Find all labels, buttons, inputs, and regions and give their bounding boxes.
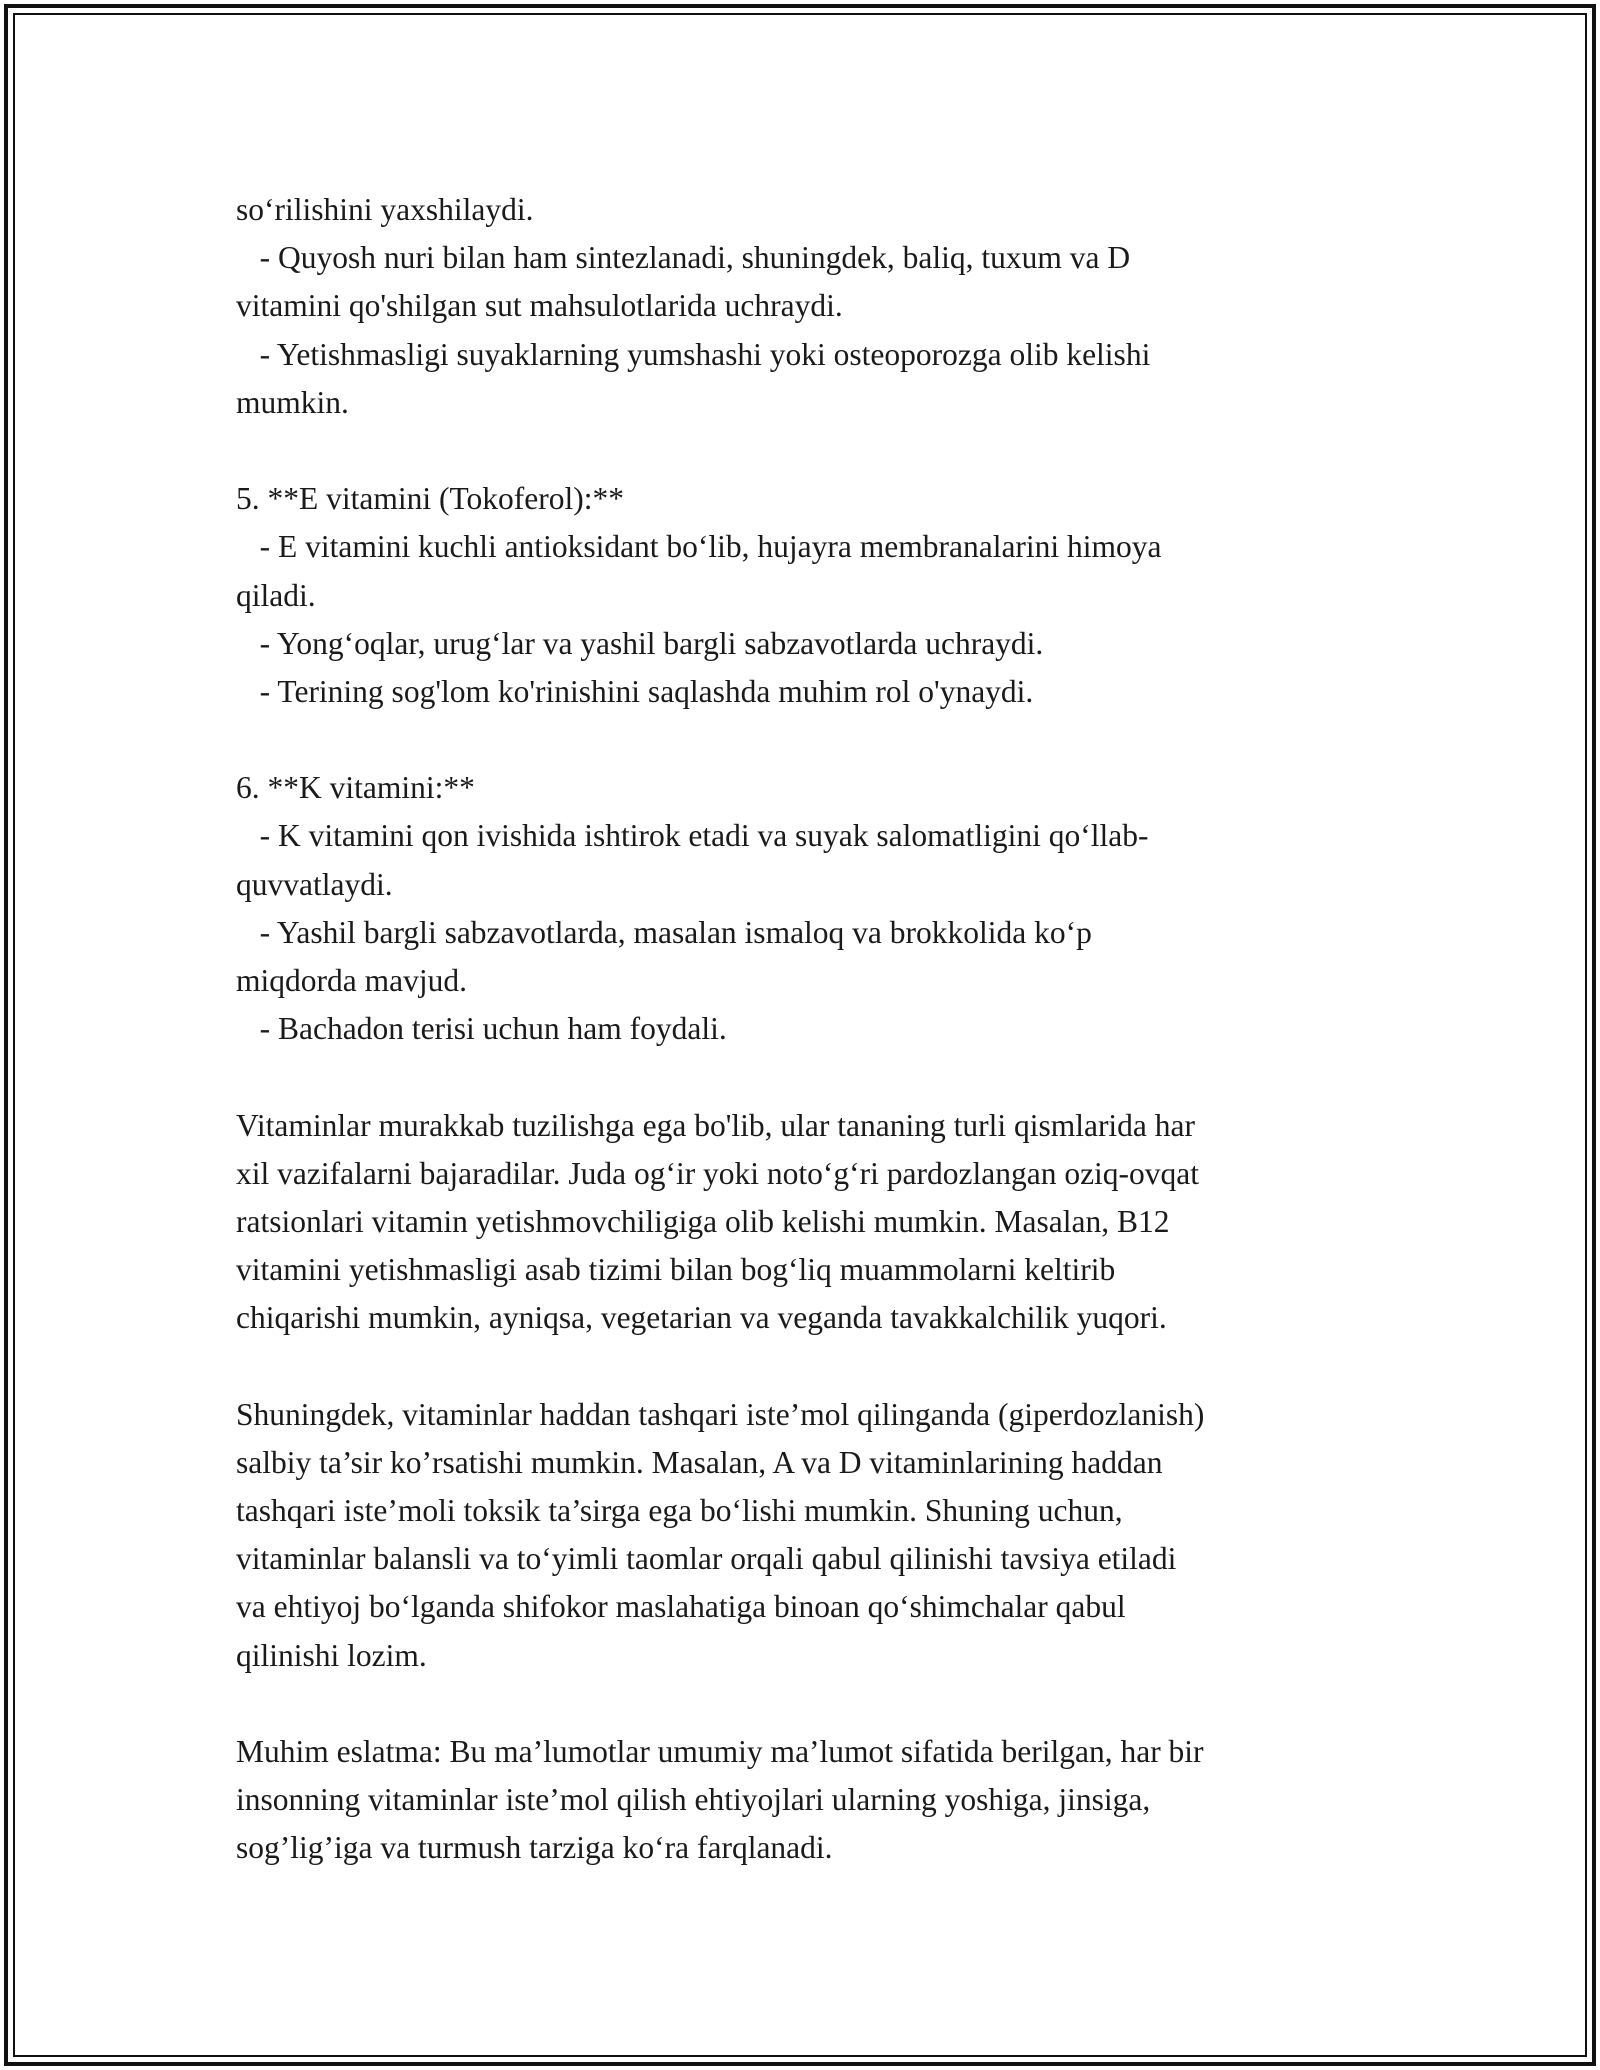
text-line: xil vazifalarni bajaradilar. Juda og‘ir yoki noto‘g‘ri pardozlangan oziq-ovqat	[236, 1155, 1200, 1191]
text-line: qiladi.	[236, 577, 316, 613]
intro-block	[236, 186, 1376, 427]
text-line: Shuningdek, vitaminlar haddan tashqari iste’mol qilinganda (giperdozlanish)	[236, 1396, 1205, 1432]
paragraph-overdose	[236, 1391, 1376, 1680]
text-line: mumkin.	[236, 384, 349, 420]
text-line: sog’lig’iga va turmush tarziga ko‘ra farqlanadi.	[236, 1830, 833, 1866]
text-line: tashqari iste’moli toksik ta’sirga ega bo‘lishi mumkin. Shuning uchun,	[236, 1493, 1123, 1529]
text-line: chiqarishi mumkin, ayniqsa, vegetarian va veganda tavakkalchilik yuqori.	[236, 1300, 1167, 1336]
text-line: vitaminlar balansli va to‘yimli taomlar orqali qabul qilinishi tavsiya etiladi	[236, 1541, 1177, 1577]
section-heading: 6. **K vitamini:**	[236, 770, 475, 806]
text-line: insonning vitaminlar iste’mol qilish ehtiyojlari ularning yoshiga, jinsiga,	[236, 1782, 1151, 1818]
text-line: - Yetishmasligi suyaklarning yumshashi yoki osteoporozga olib kelishi	[236, 336, 1151, 372]
text-line: - Bachadon terisi uchun ham foydali.	[236, 1011, 727, 1047]
blank-line	[236, 427, 1376, 475]
blank-line	[236, 1343, 1376, 1391]
text-line: Muhim eslatma: Bu ma’lumotlar umumiy ma’lumot sifatida berilgan, har bir	[236, 1734, 1204, 1769]
text-line: quvvatlaydi.	[236, 866, 393, 902]
text-line: vitamini yetishmasligi asab tizimi bilan bog‘liq muammolarni keltirib	[236, 1252, 1116, 1288]
text-line: miqdorda mavjud.	[236, 963, 467, 998]
document-body	[236, 186, 1376, 1873]
blank-line	[236, 716, 1376, 764]
text-line: - Terining sog'lom ko'rinishini saqlashda muhim rol o'ynaydi.	[236, 673, 1034, 709]
paragraph-note	[236, 1728, 1376, 1873]
section-e-vitamin	[236, 475, 1376, 716]
text-line: - K vitamini qon ivishida ishtirok etadi va suyak salomatligini qo‘llab-	[236, 818, 1149, 854]
text-line: salbiy ta’sir ko’rsatishi mumkin. Masalan, A va D vitaminlarining haddan	[236, 1444, 1163, 1480]
section-heading: 5. **E vitamini (Tokoferol):**	[236, 481, 624, 517]
text-line: - Yashil bargli sabzavotlarda, masalan ismaloq va brokkolida ko‘p	[236, 914, 1092, 950]
blank-line	[236, 1680, 1376, 1728]
paragraph-structure	[236, 1102, 1376, 1343]
text-line: - Yong‘oqlar, urug‘lar va yashil bargli sabzavotlarda uchraydi.	[236, 625, 1044, 661]
text-line: va ehtiyoj bo‘lganda shifokor maslahatiga binoan qo‘shimchalar qabul	[236, 1589, 1126, 1625]
blank-line	[236, 1053, 1376, 1101]
text-line: vitamini qo'shilgan sut mahsulotlarida uchraydi.	[236, 288, 843, 324]
text-line: so‘rilishini yaxshilaydi.	[236, 192, 534, 227]
section-k-vitamin	[236, 764, 1376, 1053]
text-line: Vitaminlar murakkab tuzilishga ega bo'lib, ular tananing turli qismlarida har	[236, 1107, 1196, 1143]
text-line: qilinishi lozim.	[236, 1637, 427, 1673]
text-line: - E vitamini kuchli antioksidant bo‘lib, hujayra membranalarini himoya	[236, 529, 1162, 565]
text-line: - Quyosh nuri bilan ham sintezlanadi, shuningdek, baliq, tuxum va D	[236, 240, 1131, 276]
text-line: ratsionlari vitamin yetishmovchiligiga olib kelishi mumkin. Masalan, B12	[236, 1203, 1170, 1239]
